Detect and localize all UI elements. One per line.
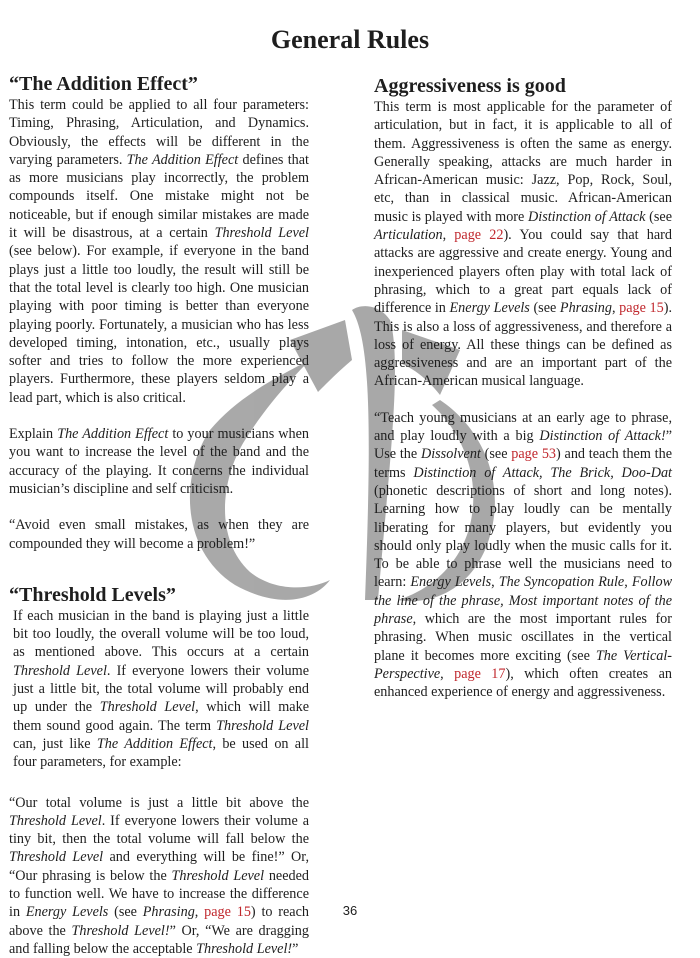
page-reference-link[interactable]: page 17 — [454, 666, 505, 682]
page-reference-link[interactable]: page 53 — [511, 446, 556, 462]
right-column — [374, 74, 672, 702]
italic-term: Threshold Level — [100, 699, 195, 715]
text-run: (see — [481, 446, 511, 462]
text-run: ). This is also a loss of aggressiveness, and therefore a loss of energy. All these things can be defined as aggressiveness and are an important part of the African-American musical language. — [374, 300, 672, 389]
text-run: needed to function well. We have to increase the difference in — [9, 868, 309, 921]
italic-term: Distinction of Attack, The Brick, Doo-Dat — [413, 465, 672, 481]
addition-effect-explain-paragraph — [9, 425, 309, 498]
text-run: defines that as more musicians play incorrectly, the problem compounds itself. One mistake might not be noticeable, but if enough similar mistakes are made it will be disastrous, at a certain — [9, 152, 309, 241]
italic-term: The Vertical-Perspective — [374, 648, 672, 682]
text-run: “Teach young musicians at an early age to phrase, and play loudly with a big — [374, 410, 672, 444]
text-run: ), which often creates an enhanced experience of energy and aggressiveness. — [374, 666, 672, 700]
italic-term: Threshold Level — [172, 868, 265, 884]
text-run: (see — [530, 300, 560, 316]
threshold-levels-paragraph — [9, 607, 309, 772]
left-column — [9, 72, 309, 958]
page-number: 36 — [0, 903, 700, 918]
aggressiveness-quote — [374, 409, 672, 702]
text-run: (see — [645, 209, 672, 225]
text-run: ” — [292, 941, 298, 957]
section-heading-threshold-levels: “Threshold Levels” — [9, 583, 309, 607]
italic-term: Energy Levels — [450, 300, 530, 316]
page-title: General Rules — [0, 25, 700, 55]
text-run: , — [443, 227, 455, 243]
addition-effect-quote — [9, 516, 309, 553]
italic-term: Threshold Level — [215, 225, 309, 241]
italic-term: Threshold Level — [216, 718, 309, 734]
italic-term: Distinction of Attack — [528, 209, 645, 225]
text-run: “Avoid even small mistakes, as when they are compounded they will become a problem!” — [9, 517, 309, 551]
text-run: Explain — [9, 426, 57, 442]
text-run: , — [440, 666, 454, 682]
text-run: , — [195, 904, 204, 920]
text-run: If each musician in the band is playing just a little bit too loudly, the overall volume will be too loud, as mentioned above. This occurs at a certain — [13, 608, 309, 661]
italic-term: Threshold Level — [13, 663, 107, 679]
text-run: ” Use the — [374, 428, 672, 462]
italic-term: The Addition Effect — [127, 152, 239, 168]
italic-term: Threshold Level — [9, 849, 103, 865]
italic-term: The Addition Effect — [97, 736, 213, 752]
page-reference-link[interactable]: page 15 — [619, 300, 664, 316]
text-run: . If everyone lowers their volume a tiny bit, then the total volume will fall below the — [9, 813, 309, 847]
text-run: This term is most applicable for the parameter of articulation, but in fact, it is applicable to all of them. Aggressiveness is often the same as energy. Generally speaking, attacks are much harder in African-American music: Jazz, Pop, Rock, Soul, etc, than in classical music. African-American music is played with more — [374, 99, 672, 225]
italic-term: Dissolvent — [421, 446, 481, 462]
text-run: “Our total volume is just a little bit above the — [9, 795, 309, 811]
italic-term: The Syncopation Rule — [499, 574, 625, 590]
threshold-levels-quote — [9, 794, 309, 958]
section-heading-aggressiveness: Aggressiveness is good — [374, 74, 672, 98]
text-run: . If everyone lowers their volume just a little bit, the total volume will probably end up under the — [13, 663, 309, 716]
text-run: , which will make them sound good again. The term — [13, 699, 309, 733]
text-run: ” Or, “We are dragging and falling below the acceptable — [9, 923, 309, 957]
text-run: , be used on all four parameters, for example: — [13, 736, 309, 770]
aggressiveness-paragraph — [374, 98, 672, 391]
italic-term: Energy Levels — [410, 574, 491, 590]
text-run: , — [612, 300, 619, 316]
text-run: , — [624, 574, 632, 590]
italic-term: Threshold Level! — [71, 923, 169, 939]
text-run: can, just like — [13, 736, 97, 752]
text-run: ) and teach them the terms — [374, 446, 672, 480]
text-run: (see below). For example, if everyone in the band plays just a little too loudly, the result will still be that the total level is clearly too high. One musician playing with poor timing is better than everyone playing poorly. Fortunately, a musician who has less developed timing, intonation, etc., usually plays softer and tries to follow the more experienced players. Furthermore, these players seldom play a lead part, which is also critical. — [9, 243, 309, 405]
section-heading-addition-effect: “The Addition Effect” — [9, 72, 309, 96]
text-run: ). You could say that hard attacks are aggressive and create energy. Young and inexperienced players often play with total lack of phrasing, which to a great part equals lack of difference in — [374, 227, 672, 316]
italic-term: Distinction of Attack! — [539, 428, 665, 444]
addition-effect-paragraph — [9, 96, 309, 407]
italic-term: Follow the line of the phrase, Most important notes of the phrase — [374, 574, 672, 627]
text-run: , which are the most important rules for phrasing. When music oscillates in the vertical plane it becomes more exciting (see — [374, 611, 672, 664]
page-reference-link[interactable]: page 15 — [204, 904, 251, 920]
italic-term: Threshold Level! — [196, 941, 292, 957]
page-reference-link[interactable]: page 22 — [454, 227, 503, 243]
italic-term: Phrasing — [143, 904, 195, 920]
text-run: This term could be applied to all four parameters: Timing, Phrasing, Articulation, and Dynamics. Obviously, the effects will be different in the varying parameters. — [9, 97, 309, 168]
italic-term: Phrasing — [560, 300, 612, 316]
text-run: ) to reach above the — [9, 904, 309, 938]
text-run: and everything will be fine!” Or, “Our phrasing is below the — [9, 849, 309, 883]
italic-term: The Addition Effect — [57, 426, 168, 442]
italic-term: Threshold Level — [9, 813, 102, 829]
text-run: to your musicians when you want to increase the level of the band and the accuracy of the playing. It concerns the individual musician’s discipline and self criticism. — [9, 426, 309, 497]
text-run: (phonetic descriptions of short and long notes). Learning how to play loudly can be mentally liberating for many players, but evidently you should only play loudly when the music calls for it. To be able to phrase well the musicians need to learn: — [374, 483, 672, 590]
text-run: (see — [108, 904, 142, 920]
italic-term: Energy Levels — [26, 904, 108, 920]
text-run: , — [491, 574, 499, 590]
italic-term: Articulation — [374, 227, 443, 243]
